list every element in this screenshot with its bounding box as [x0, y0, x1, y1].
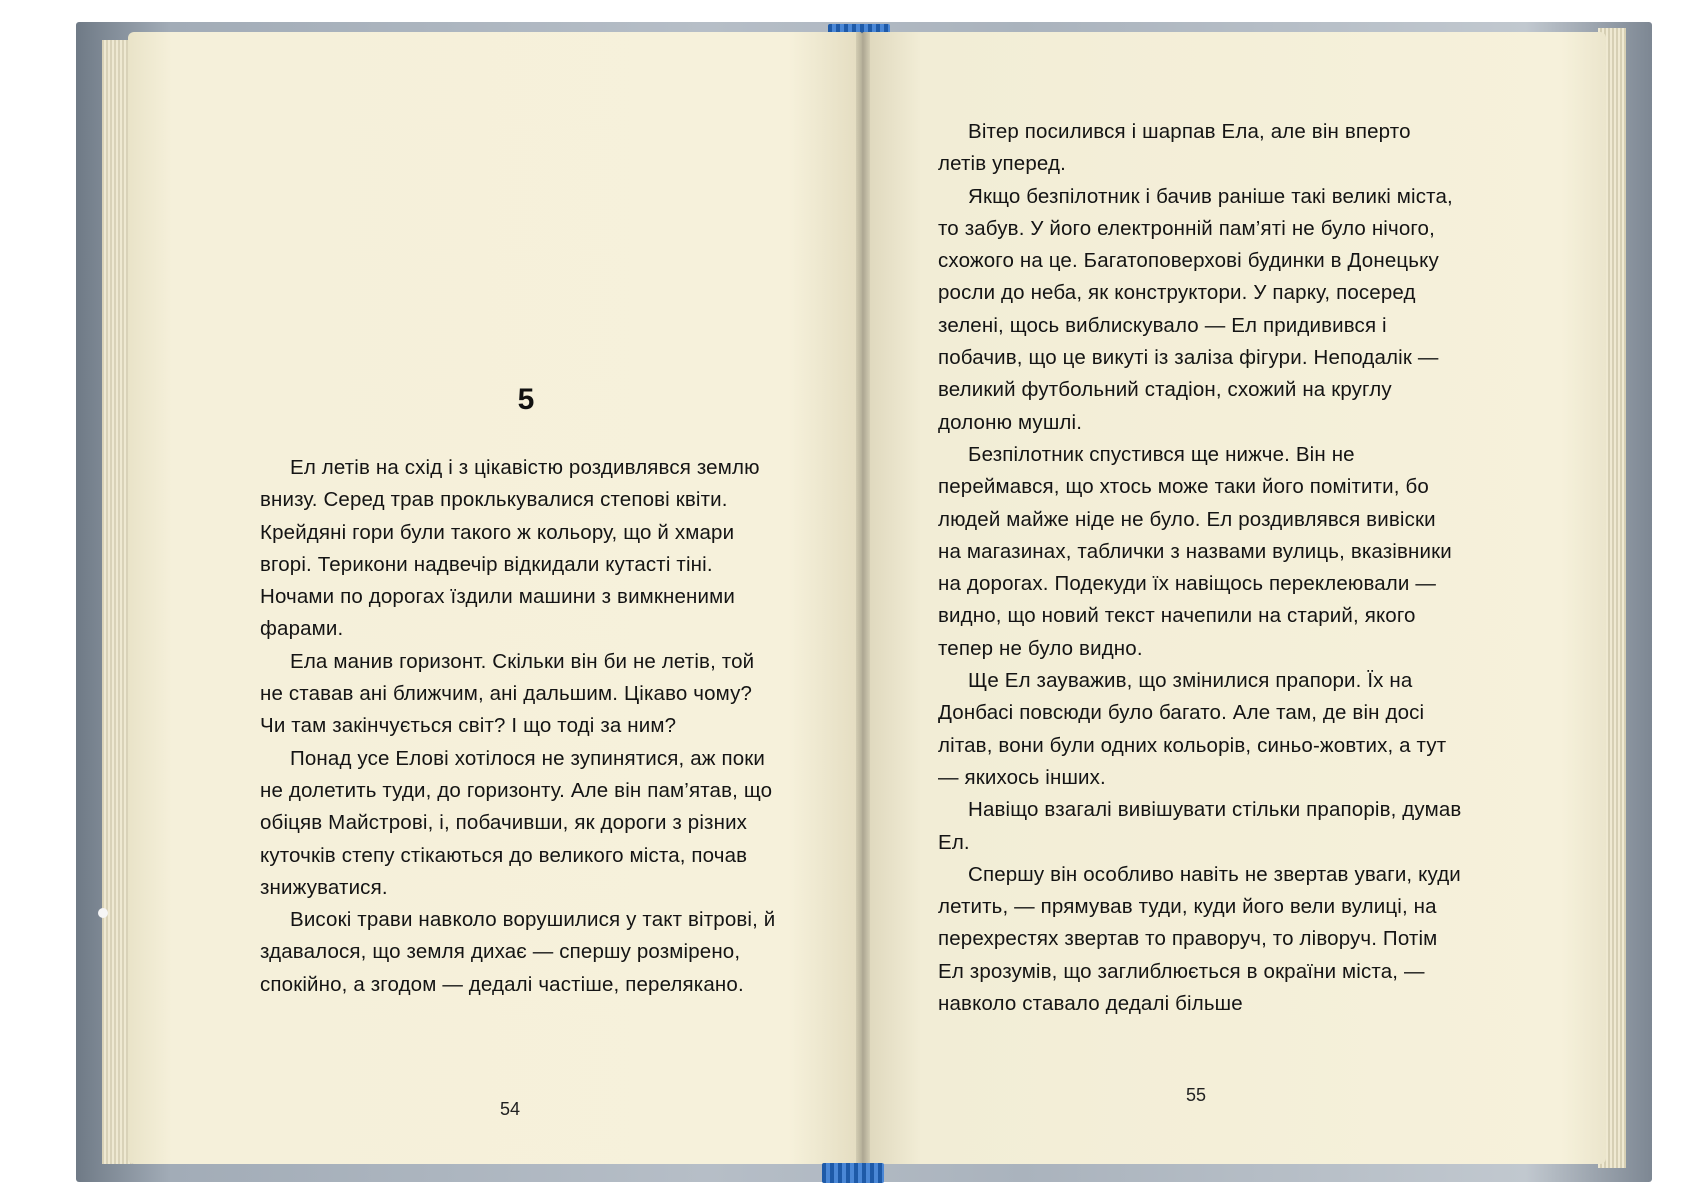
page-number: 55 [1185, 1085, 1207, 1105]
paragraph: Ще Ел зауважив, що змінилися прапори. Їх на Донбасі повсюди було багато. Але там, де він досі літав, вони були одних кольорів, синьо-жовтих, а тут — якихось інших. [938, 669, 1447, 789]
right-page [862, 32, 1606, 1164]
paragraph: Спершу він особливо навіть не звертав уваги, куди летить, — прямував туди, куди його вели вулиці, на перехрестях звертав то праворуч, то ліворуч. Потім Ел зрозумів, що заглиблюється в окраїни міста, — навколо ставало дедалі більше [938, 862, 1461, 1016]
left-page-text [260, 452, 780, 1001]
right-page-text [938, 116, 1462, 1020]
bookmark-ribbon-bottom [822, 1163, 884, 1183]
page-number: 54 [499, 1099, 521, 1119]
paragraph: Навіщо взагалі вивішувати стільки прапорів, думав Ел. [938, 798, 1462, 854]
paragraph: Понад усе Елові хотілося не зупинятися, аж поки не долетить туди, до горизонту. Але він пам’ятав, що обіцяв Майстрові, і, побачивши, як дороги з різних куточків степу стікаються до великого міста, почав знижуватися. [260, 746, 773, 899]
paragraph: Вітер посилився і шарпав Ела, але він вперто летів уперед. [938, 120, 1411, 176]
book-gutter [856, 32, 870, 1164]
paragraph: Якщо безпілотник і бачив раніше такі великі міста, то забув. У його електронній пам’яті не було нічого, схожого на це. Багатоповерхові будинки в Донецьку росли до неба, як конструктори. У парку, посеред зелені, щось виблискувало — Ел придивився і побачив, що це викуті із заліза фігури. Неподалік — великий футбольний стадіон, схожий на круглу долоню мушлі. [938, 184, 1453, 434]
paragraph: Безпілотник спустився ще нижче. Він не переймався, що хтось може таки його помітити, бо людей майже ніде не було. Ел роздивлявся вивіски на магазинах, таблички з назвами вулиць, вказівники на дорогах. Подекуди їх навіщось переклеювали — видно, що новий текст начепили на старий, якого тепер не було видно. [938, 442, 1452, 660]
paragraph: Високі трави навколо ворушилися у такт вітрові, й здавалося, що земля дихає — спершу розмірено, спокійно, а згодом — дедалі частіше, перелякано. [260, 908, 776, 996]
paragraph: Ел летів на схід і з цікавістю роздивлявся землю внизу. Серед трав проклькувалися степові квіти. Крейдяні гори були такого ж кольору, що й хмари вгорі. Терикони надвечір відкидали кутасті тіні. Ночами по дорогах їздили машини з вимкненими фарами. [260, 456, 760, 641]
chapter-number: 5 [517, 383, 535, 416]
dust-speck [98, 908, 108, 918]
paragraph: Ела манив горизонт. Скільки він би не летів, той не ставав ані ближчим, ані дальшим. Цікаво чому? Чи там закінчується світ? І що тоді за ним? [260, 649, 755, 738]
left-page [128, 32, 862, 1164]
